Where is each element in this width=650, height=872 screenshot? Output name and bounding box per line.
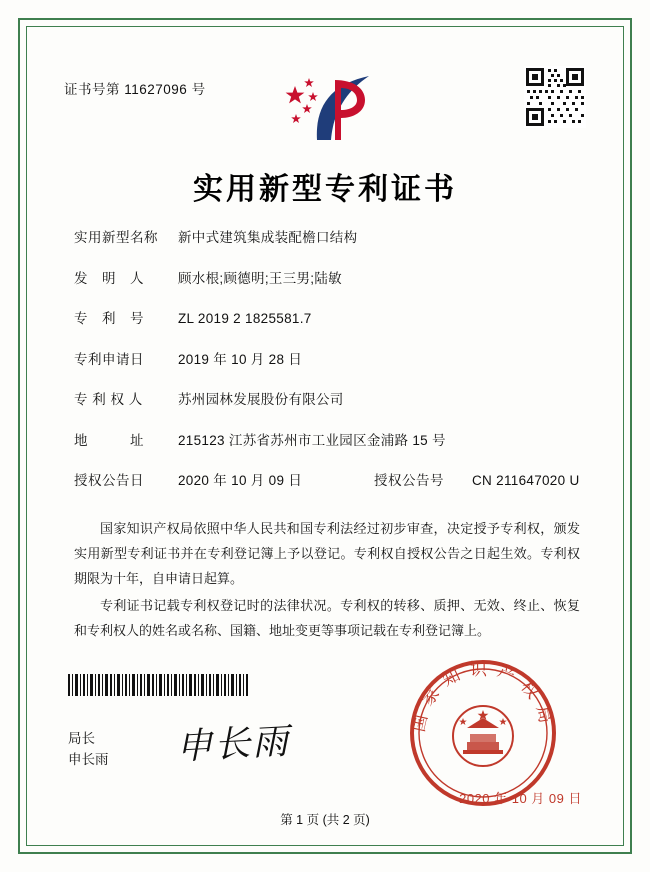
- certificate-content: [26, 26, 624, 846]
- application-date-value: 2019 年 10 月 28 日: [178, 351, 303, 367]
- legal-paragraph: 专利证书记载专利权登记时的法律状况。专利权的转移、质押、无效、终止、恢复和专利权人的姓名或名称、国籍、地址变更等事项记载在专利登记簿上。: [74, 598, 580, 638]
- legal-text: [74, 516, 580, 645]
- field-row: [74, 348, 580, 368]
- director-name: 申长雨: [68, 752, 109, 767]
- qr-code-icon: [524, 66, 586, 128]
- field-row: [74, 267, 580, 287]
- cnipa-emblem-logo-icon: [265, 70, 385, 144]
- seal-date: 2020 年 10 月 09 日: [459, 791, 582, 806]
- field-row: [74, 307, 580, 327]
- grant-date-label: 授权公告日: [74, 473, 144, 488]
- handwritten-signature: 申长雨: [175, 721, 292, 768]
- director-label: 局长: [68, 731, 95, 746]
- field-list: [74, 226, 580, 510]
- patent-number-label: 专 利 号: [74, 311, 144, 326]
- signature-title-block: [68, 728, 109, 770]
- barcode-icon: [68, 674, 248, 696]
- patentee-label: 专 利 权 人: [74, 392, 143, 407]
- page-footer: 第 1 页 (共 2 页): [280, 813, 370, 827]
- application-date-label: 专利申请日: [74, 351, 144, 367]
- address-label: 地 址: [74, 432, 144, 448]
- field-row: [74, 469, 580, 489]
- field-row: [74, 226, 580, 246]
- svg-text:国家知识产权局: 国家知识产权局: [408, 659, 558, 734]
- utility-model-name-value: 新中式建筑集成装配檐口结构: [178, 230, 358, 245]
- patent-number-value: ZL 2019 2 1825581.7: [178, 311, 312, 326]
- inventors-label: 发 明 人: [74, 270, 144, 286]
- grant-date-value: 2020 年 10 月 09 日: [178, 473, 303, 488]
- patentee-value: 苏州园林发展股份有限公司: [178, 392, 344, 407]
- page-title: 实用新型专利证书: [193, 172, 457, 207]
- certificate-number: 证书号第 11627096 号: [64, 82, 206, 97]
- grant-publication-number-label: 授权公告号: [374, 473, 444, 488]
- field-row: [74, 388, 580, 408]
- utility-model-name-label: 实用新型名称: [74, 230, 158, 245]
- grant-publication-number-value: CN 211647020 U: [472, 473, 580, 488]
- field-row: [74, 429, 580, 449]
- inventors-value: 顾水根;顾德明;王三男;陆敏: [178, 270, 342, 286]
- legal-paragraph: 国家知识产权局依照中华人民共和国专利法经过初步审查，决定授予专利权，颁发实用新型专利证书并在专利登记簿上予以登记。专利权自授权公告之日起生效。专利权期限为十年，自申请日起算。: [74, 521, 580, 586]
- address-value: 215123 江苏省苏州市工业园区金浦路 15 号: [178, 432, 446, 448]
